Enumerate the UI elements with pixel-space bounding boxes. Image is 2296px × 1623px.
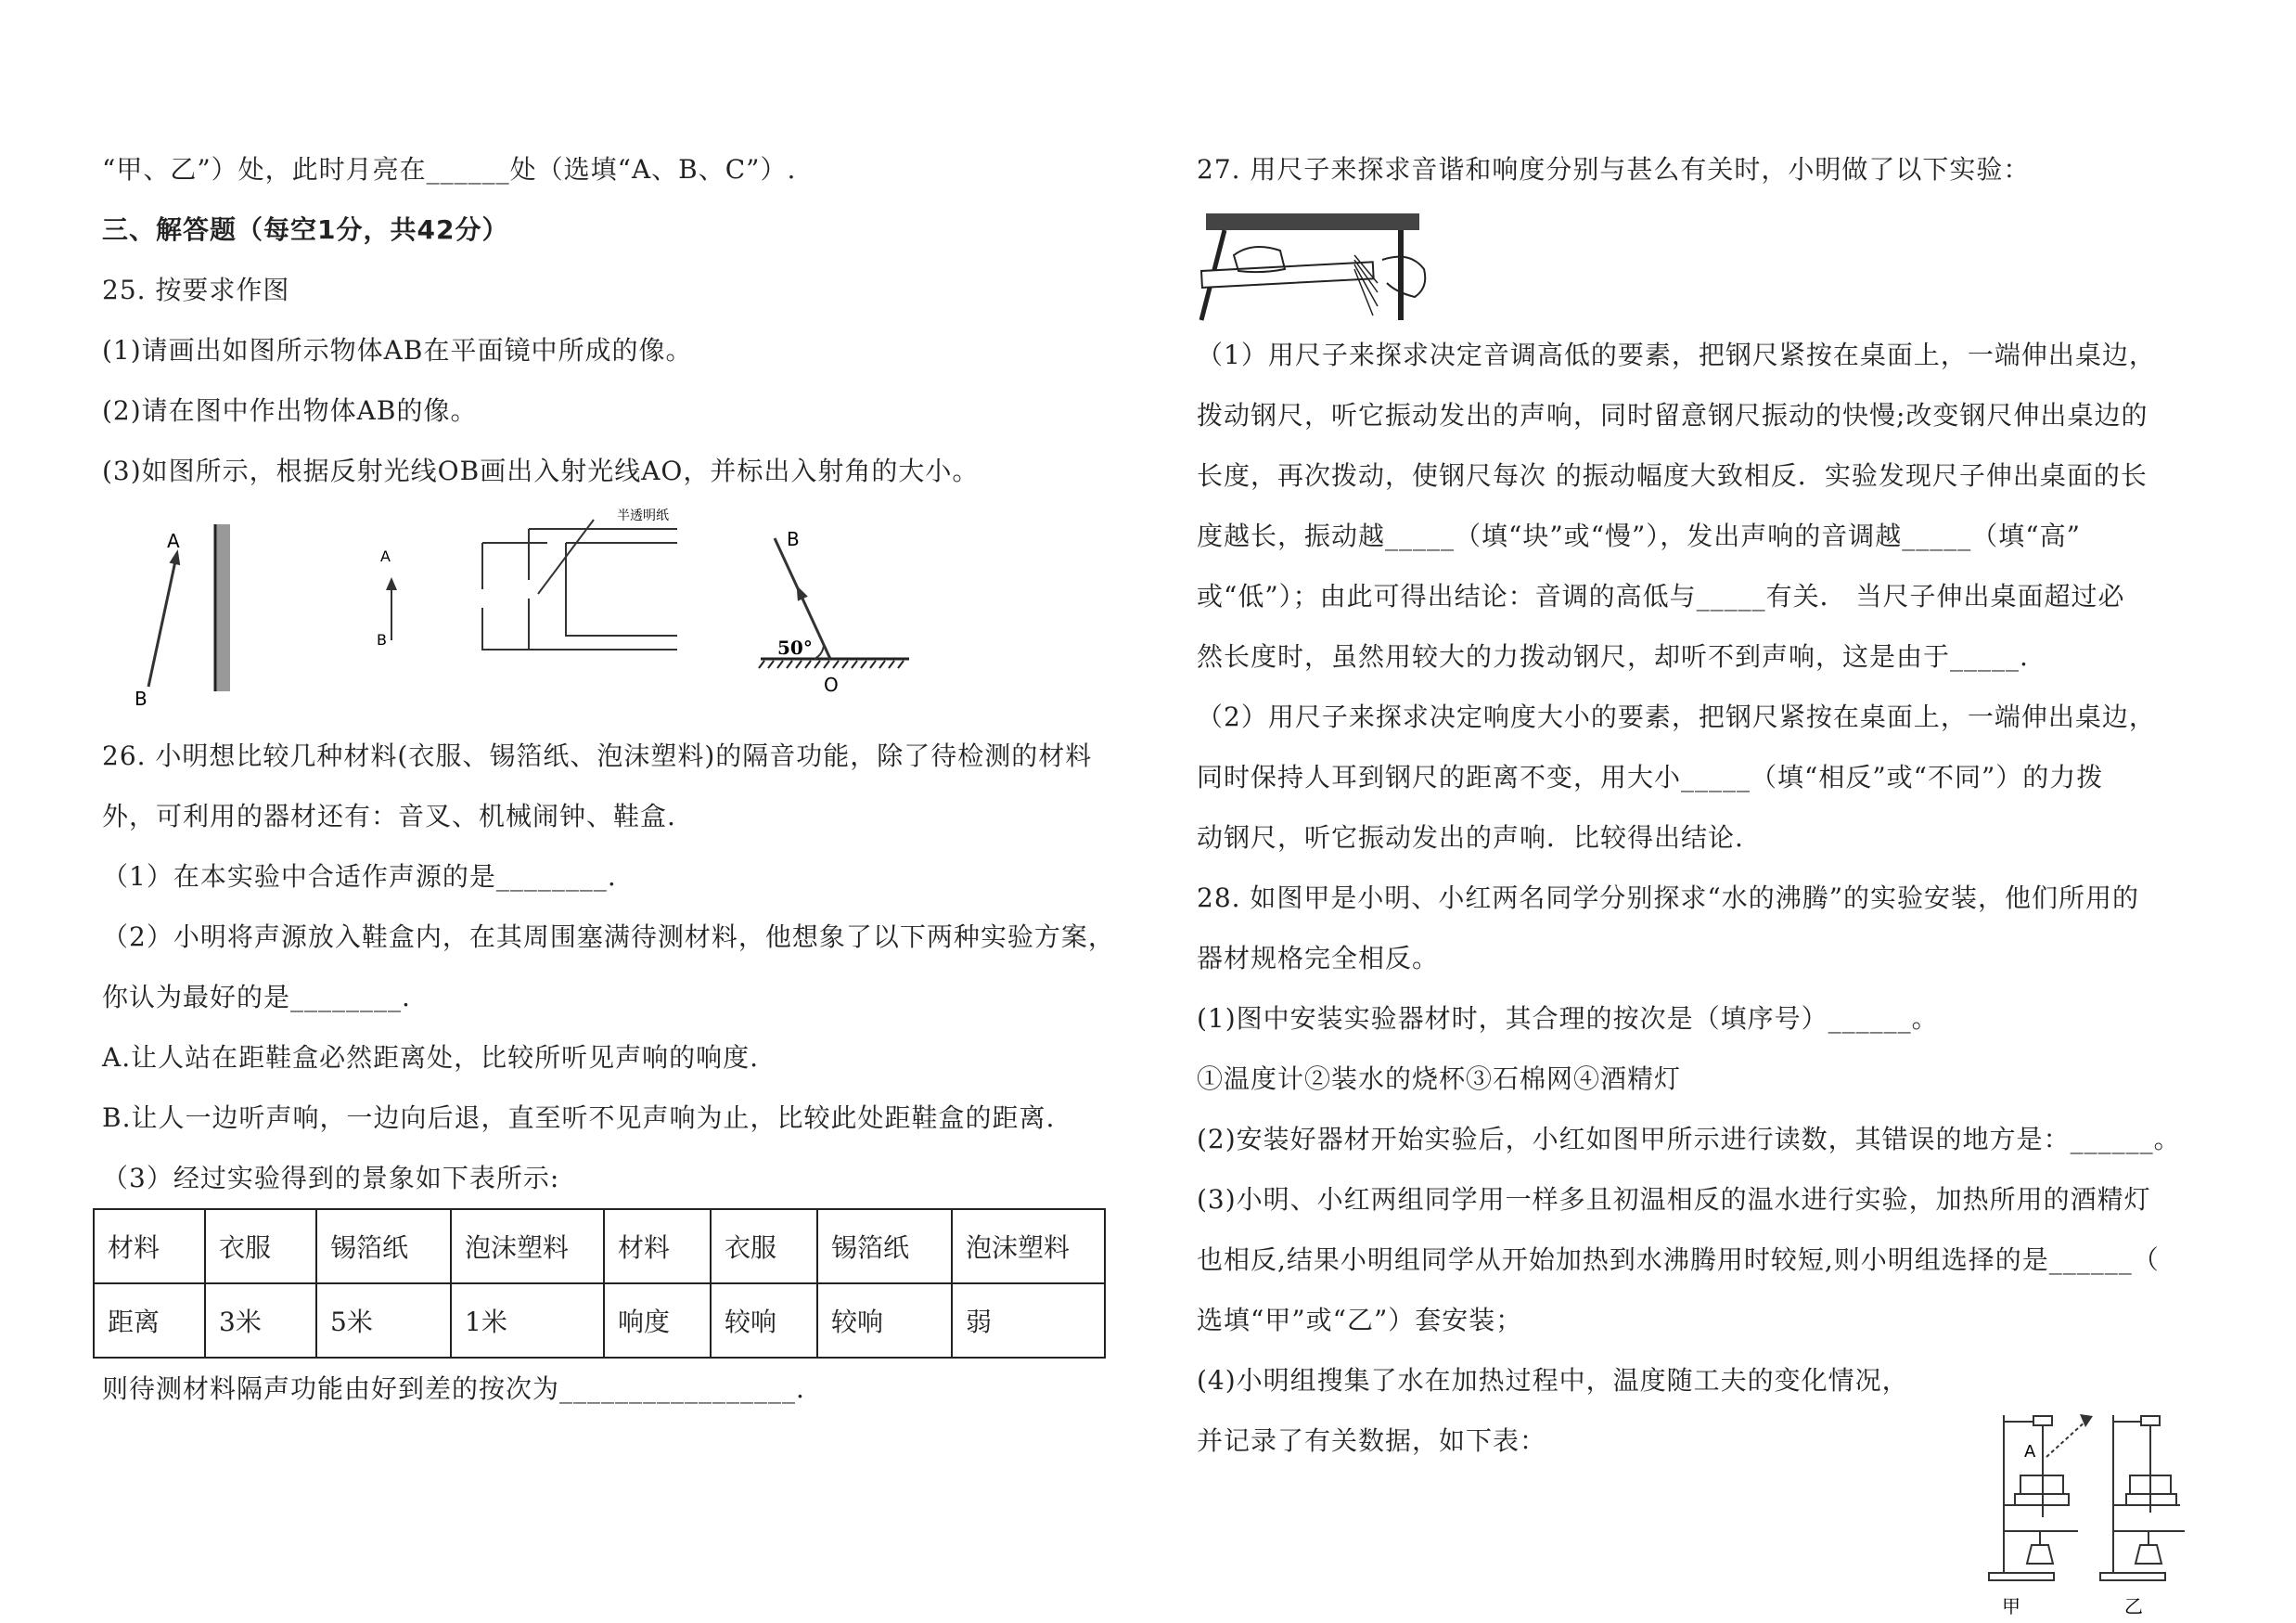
table-cell: 5米	[316, 1283, 451, 1358]
question-25-part-1: (1)请画出如图所示物体AB在平面镜中所成的像。	[102, 335, 693, 366]
left-column	[102, 139, 1178, 1419]
question-27-line: 长度，再次拨动，使钢尺每次 的振动幅度大致相反．实验发现尺子伸出桌面的长	[1197, 460, 2148, 491]
caption-jia: 甲	[2002, 1595, 2020, 1617]
question-27-line: 动钢尺，听它振动发出的声响．比较得出结论.	[1197, 822, 1744, 853]
question-25-title: 25. 按要求作图	[102, 275, 290, 305]
section-title: 三、解答题（每空1分，共42分）	[102, 214, 509, 245]
question-26-line: 外，可利用的器材还有：音叉、机械闹钟、鞋盒.	[102, 801, 676, 831]
table-row	[94, 1283, 1105, 1358]
option-a: A.让人站在距鞋盒必然距离处，比较所听见声响的响度.	[102, 1042, 760, 1073]
question-26-line: （1）在本实验中合适作声源的是________.	[102, 861, 617, 892]
result-table	[93, 1208, 1106, 1359]
question-28-line: (3)小明、小红两组同学用一样多且初温相反的温水进行实验，加热所用的酒精灯	[1197, 1184, 2151, 1215]
boiling-apparatus-figure	[1976, 1401, 2217, 1619]
mirror-figure-2	[362, 538, 417, 668]
table-cell: 1米	[451, 1283, 604, 1358]
label-b: B	[787, 528, 800, 550]
question-28-line: 选填“甲”或“乙”）套安装；	[1197, 1305, 1523, 1335]
question-27-line: （2）用尺子来探求决定响度大小的要素，把钢尺紧按在桌面上，一端伸出桌边，	[1197, 702, 2156, 732]
question-28-line: 并记录了有关数据，如下表：	[1197, 1425, 1547, 1456]
question-26-line: 则待测材料隔声功能由好到差的按次为_________________.	[102, 1373, 805, 1404]
question-27-line: 然长度时，虽然用较大的力拨动钢尺，却听不到声响，这是由于_____.	[1197, 641, 2029, 672]
question-27-title: 27. 用尺子来探求音谐和响度分别与甚么有关时，小明做了以下实验：	[1197, 154, 2031, 185]
question-27-line: 或“低”）；由此可得出结论：音调的高低与_____有关． 当尺子伸出桌面超过必	[1197, 581, 2125, 612]
question-26-line: （3）经过实验得到的景象如下表所示:	[102, 1163, 560, 1193]
angle-label: 50°	[777, 637, 813, 659]
question-28-line: 也相反,结果小明组同学从开始加热到水沸腾用时较短,则小明组选择的是______（	[1197, 1244, 2160, 1275]
question-27-line: 同时保持人耳到钢尺的距离不变，用大小_____（填“相反”或“不同”）的力拨	[1197, 762, 2104, 792]
text-line: “甲、乙”）处，此时月亮在______处（选填“A、B、C”）.	[102, 154, 797, 185]
table-cell: 锡箔纸	[316, 1209, 451, 1283]
pinhole-camera-figure	[464, 501, 770, 668]
question-26-line: 26. 小明想比较几种材料(衣服、锡箔纸、泡沫塑料)的隔音功能，除了待检测的材料	[102, 741, 1093, 771]
label-a: A	[2024, 1442, 2036, 1462]
table-cell: 衣服	[205, 1209, 316, 1283]
question-28-line: (2)安装好器材开始实验后，小红如图甲所示进行读数，其错误的地方是：______。	[1197, 1124, 2181, 1154]
question-25-part-3: (3)如图所示，根据反射光线OB画出入射光线AO，并标出入射角的大小。	[102, 456, 980, 486]
label-o: O	[824, 674, 839, 696]
table-cell: 弱	[952, 1283, 1105, 1358]
label-a: A	[380, 547, 391, 565]
right-column	[1197, 139, 2231, 1471]
reflection-figure	[751, 520, 937, 705]
question-25-figures	[102, 501, 1178, 705]
question-27-line: 度越长，振动越_____（填“块”或“慢”），发出声响的音调越_____（填“高”	[1197, 521, 2081, 551]
table-cell: 锡箔纸	[817, 1209, 952, 1283]
question-28-line: ①温度计②装水的烧杯③石棉网④酒精灯	[1197, 1063, 1682, 1094]
table-cell: 材料	[94, 1209, 205, 1283]
question-25-part-2: (2)请在图中作出物体AB的像。	[102, 395, 478, 426]
label-b: B	[377, 631, 387, 649]
table-cell: 材料	[604, 1209, 711, 1283]
table-cell: 泡沫塑料	[952, 1209, 1105, 1283]
question-28-line: 28. 如图甲是小明、小红两名同学分别探求“水的沸腾”的实验安装，他们所用的	[1197, 882, 2140, 913]
table-cell: 衣服	[711, 1209, 817, 1283]
question-28-line: (1)图中安装实验器材时，其合理的按次是（填序号）______。	[1197, 1003, 1939, 1034]
label-a: A	[167, 530, 180, 552]
label-b: B	[135, 688, 148, 705]
table-cell: 响度	[604, 1283, 711, 1358]
option-b: B.让人一边听声响，一边向后退，直至听不见声响为止，比较此处距鞋盒的距离.	[102, 1102, 1056, 1133]
question-27-line: （1）用尺子来探求决定音调高低的要素，把钢尺紧按在桌面上，一端伸出桌边，	[1197, 340, 2156, 370]
table-cell: 3米	[205, 1283, 316, 1358]
table-cell: 较响	[817, 1283, 952, 1358]
ruler-desk-illustration	[1197, 204, 1438, 325]
mirror-figure-1	[111, 520, 269, 705]
table-cell: 距离	[94, 1283, 205, 1358]
question-28-line: (4)小明组搜集了水在加热过程中，温度随工夫的变化情况，	[1197, 1365, 1909, 1396]
caption-yi: 乙	[2124, 1595, 2143, 1617]
label-translucent-paper: 半透明纸	[617, 509, 669, 523]
table-cell: 较响	[711, 1283, 817, 1358]
table-cell: 泡沫塑料	[451, 1209, 604, 1283]
question-27-line: 拨动钢尺，听它振动发出的声响，同时留意钢尺振动的快慢;改变钢尺伸出桌边的	[1197, 400, 2148, 431]
question-26-line: （2）小明将声源放入鞋盒内，在其周围塞满待测材料，他想象了以下两种实验方案，	[102, 921, 1115, 952]
table-row	[94, 1209, 1105, 1283]
question-28-line: 器材规格完全相反。	[1197, 943, 1440, 973]
question-26-line: 你认为最好的是________.	[102, 982, 411, 1012]
